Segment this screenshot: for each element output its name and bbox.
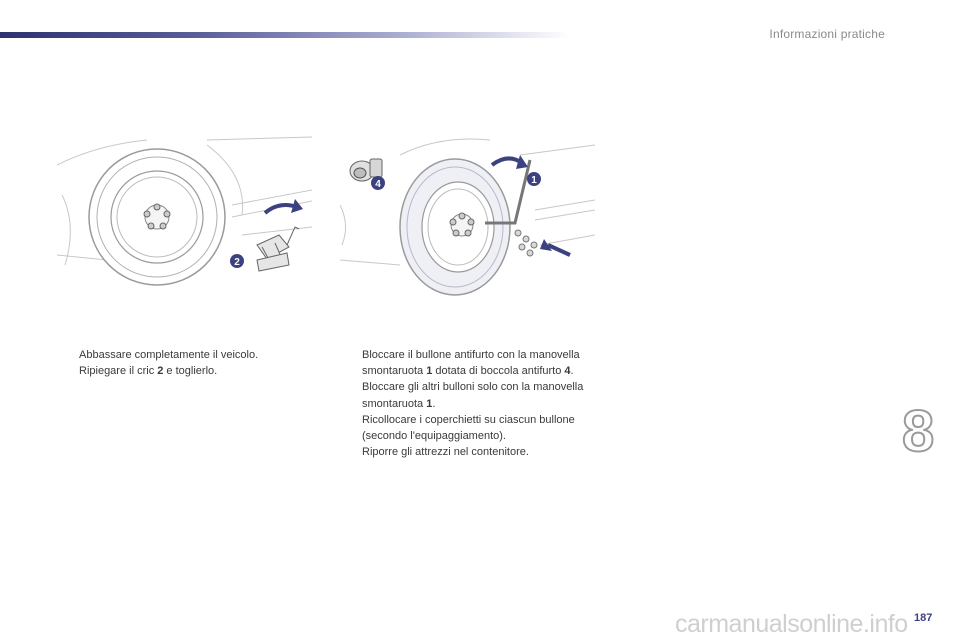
wheel (89, 149, 225, 285)
watermark: carmanualsonline.info (675, 610, 908, 638)
instruction-item: Bloccare gli altri bulloni solo con la manovella smontaruota 1. (362, 381, 584, 410)
wheel (400, 159, 510, 295)
instructions-left (60, 347, 310, 379)
instruction-item: Ripiegare il cric 2 e toglierlo. (79, 365, 218, 378)
figure-bolt-tightening (340, 135, 595, 300)
callout-4 (371, 176, 385, 190)
page-number: 187 (914, 612, 933, 624)
instruction-item: Riporre gli attrezzi nel contenitore. (362, 446, 529, 459)
section-title: Informazioni pratiche (769, 27, 885, 41)
callout-2-label: 2 (234, 257, 240, 268)
jack (257, 227, 299, 271)
header-gradient-bar (0, 32, 570, 38)
wrench-illustration (340, 135, 595, 300)
callout-2 (230, 254, 244, 268)
instruction-item: Ricollocare i coperchietti su ciascun bullone (secondo l'equipaggiamento). (362, 413, 575, 443)
figure-jack-removal (57, 135, 312, 300)
instruction-item: Abbassare completamente il veicolo. (79, 349, 259, 361)
instruction-item: Bloccare il bullone antifurto con la manovella smontaruota 1 dotata di boccola antifurto 4. (362, 349, 580, 378)
jack-illustration (57, 135, 312, 300)
callout-4-label: 4 (375, 179, 381, 190)
chapter-number: 8 (902, 399, 935, 464)
callout-1-label: 1 (531, 175, 537, 186)
instructions-right (343, 347, 613, 460)
callout-1 (527, 172, 541, 186)
bolts (515, 230, 537, 256)
